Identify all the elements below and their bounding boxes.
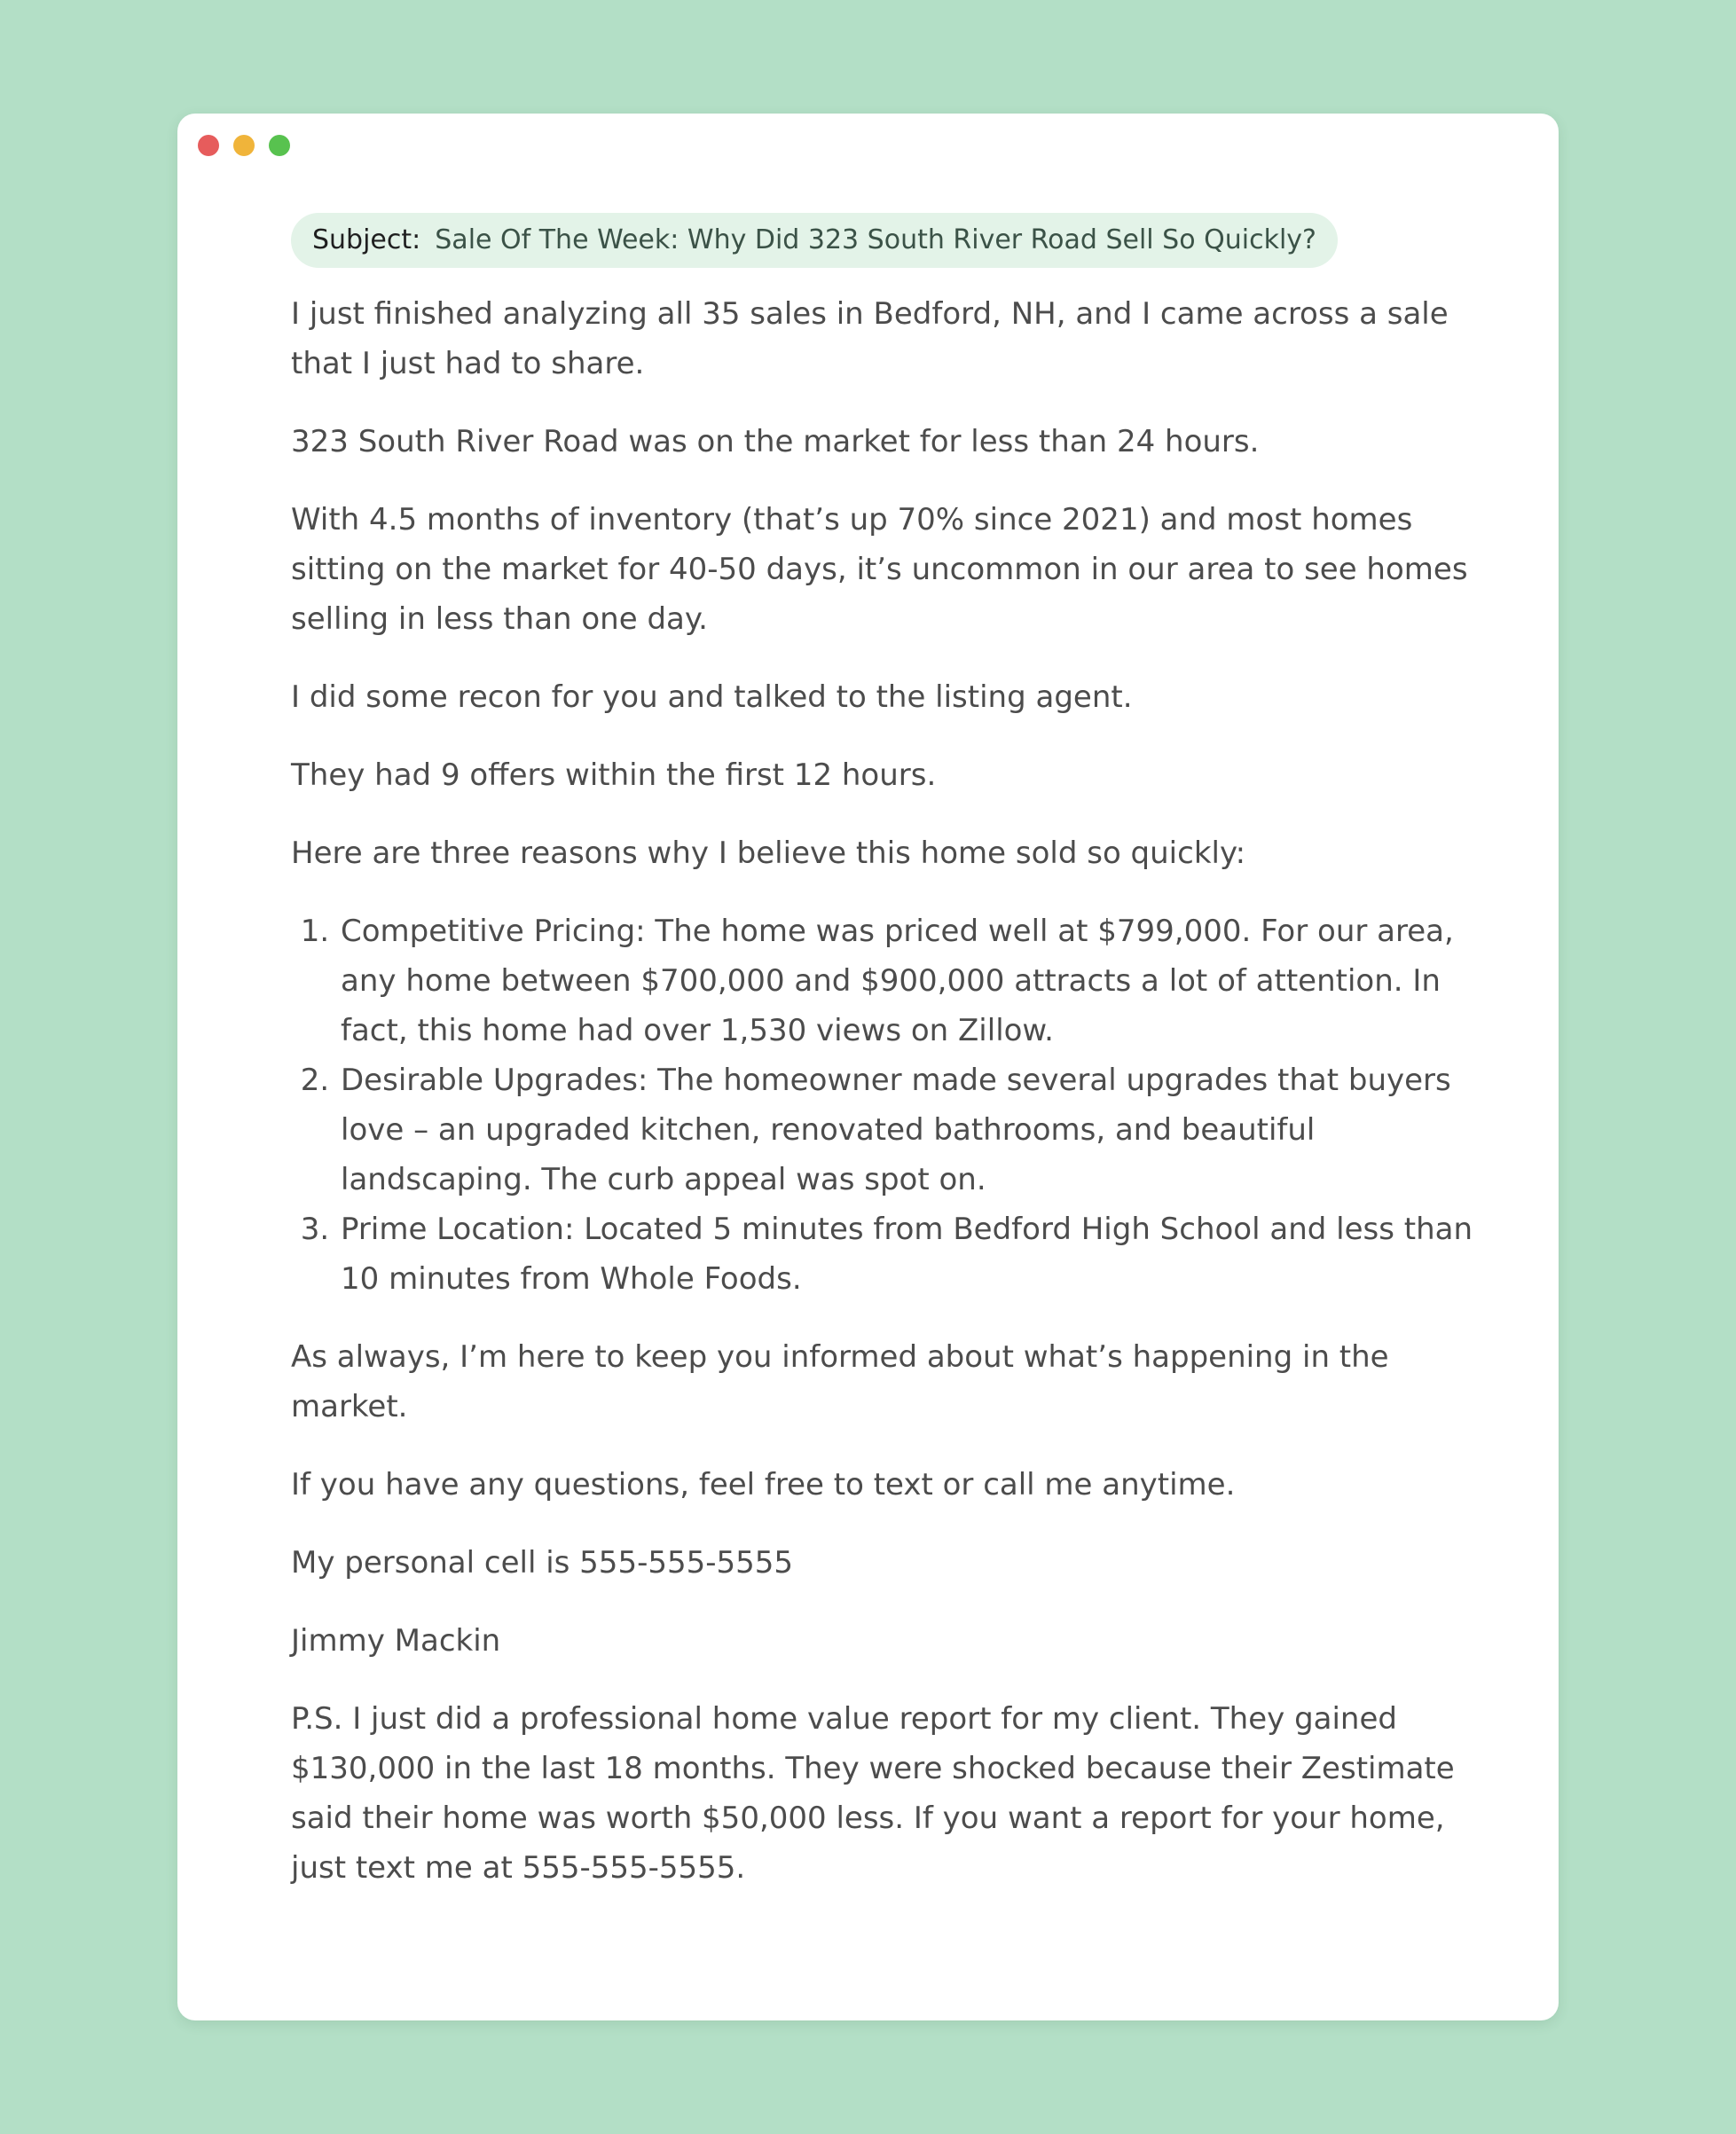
minimize-window-button[interactable] xyxy=(233,135,255,156)
paragraph-inventory: With 4.5 months of inventory (that’s up 70% since 2021) and most homes sitting on the market for 40-50 days, it’s uncommon in our area to see homes selling in less than one day. xyxy=(291,502,1468,637)
paragraph-offers: They had 9 offers within the first 12 hours. xyxy=(291,757,937,793)
paragraph-postscript: P.S. I just did a professional home value report for my client. They gained $130,000 in the last 18 months. They were shocked because their Zestimate said their home was worth $50,000 less. If you want a report for your home, just text me at 555-555-5555. xyxy=(291,1701,1455,1886)
email-body xyxy=(291,213,1480,1921)
paragraph-informed: As always, I’m here to keep you informed about what’s happening in the market. xyxy=(291,1339,1389,1424)
subject-label: Subject: xyxy=(312,224,421,255)
list-item-upgrades: 2. Desirable Upgrades: The homeowner made several upgrades that buyers love – an upgraded kitchen, renovated bathrooms, and beautiful landscaping. The curb appeal was spot on. xyxy=(339,1055,1480,1204)
signature-name: Jimmy Mackin xyxy=(291,1623,501,1659)
list-item-location: 3. Prime Location: Located 5 minutes from Bedford High School and less than 10 minutes from Whole Foods. xyxy=(339,1204,1480,1304)
paragraph-analysis: I just finished analyzing all 35 sales in Bedford, NH, and I came across a sale that I just had to share. xyxy=(291,296,1449,381)
list-item-pricing: 1. Competitive Pricing: The home was priced well at $799,000. For our area, any home between $700,000 and $900,000 attracts a lot of attention. In fact, this home had over 1,530 views on Zillow. xyxy=(339,906,1480,1055)
subject-text: Sale Of The Week: Why Did 323 South River Road Sell So Quickly? xyxy=(435,224,1316,255)
paragraph-questions: If you have any questions, feel free to text or call me anytime. xyxy=(291,1467,1236,1502)
paragraph-reasons-intro: Here are three reasons why I believe this home sold so quickly: xyxy=(291,836,1246,871)
window-controls xyxy=(198,135,290,156)
paragraph-recon: I did some recon for you and talked to the listing agent. xyxy=(291,679,1133,715)
close-window-button[interactable] xyxy=(198,135,219,156)
paragraph-phone: My personal cell is 555-555-5555 xyxy=(291,1545,794,1581)
email-window xyxy=(177,114,1559,2020)
reasons-list xyxy=(291,906,1480,1304)
paragraph-market-time: 323 South River Road was on the market for less than 24 hours. xyxy=(291,424,1260,459)
maximize-window-button[interactable] xyxy=(269,135,290,156)
subject-line xyxy=(291,213,1338,268)
